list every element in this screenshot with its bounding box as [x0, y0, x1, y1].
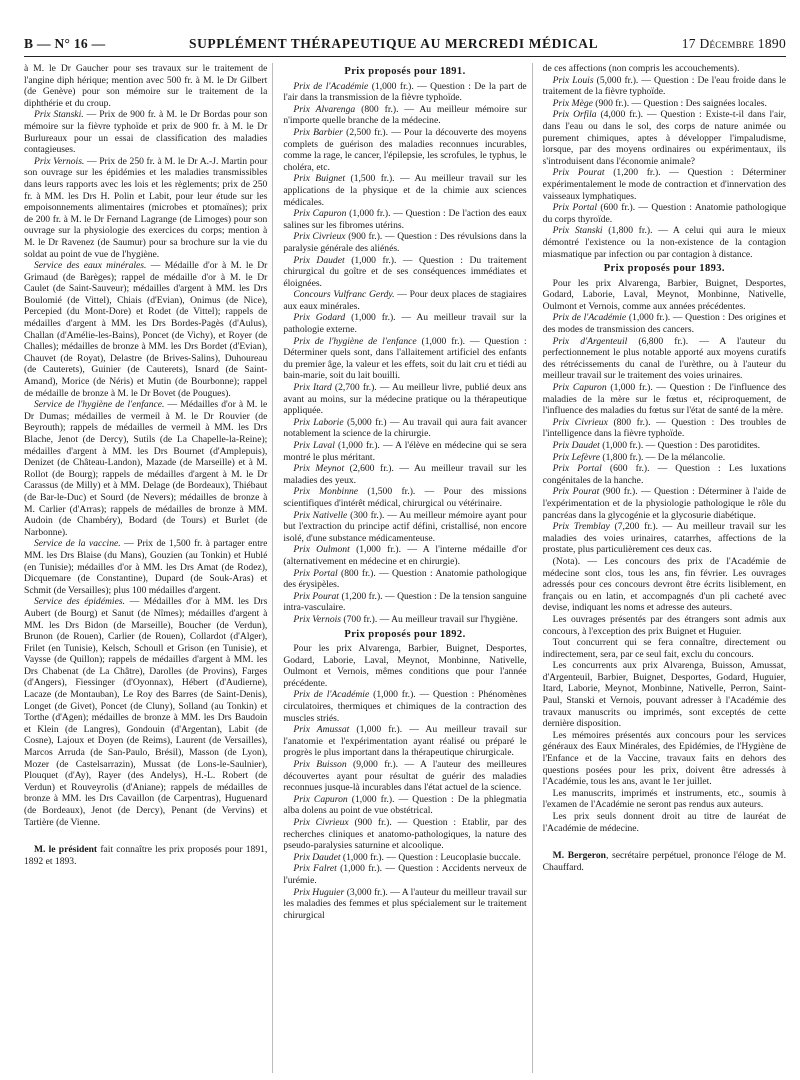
paragraph: [543, 521, 786, 556]
paragraph-lead: Prix Laborie: [293, 416, 344, 428]
paragraph-lead: Prix Nativelle: [293, 509, 348, 521]
paragraph-text: — Prix de 250 fr. à M. le Dr A.-J. Martin pour son ouvrage sur les épidémies et les maladies transmissibles dans leurs rapports avec les lois et les règlements; prix de 250 fr. à MM. les Drs H. Polin et Labit, pour leur étude sur les empoisonnements alimentaires (microbes et ptomaïnes); prix de 200 fr. à M. le Dr Fernand Lagrange (de Limoges) pour son ouvrage sur la physiologie des exercices du corps; mention à M. le Dr Ravenez (de Saumur) pour sa brochure sur la vie du soldat au point de vue de l'hygiène.: [24, 155, 268, 260]
paragraph-text: (1,000 fr.). — Question : De la part de l'air dans la transmission de la fièvre typhoïde.: [283, 80, 527, 104]
paragraph-text: — Médailles d'or à MM. les Drs Aubert (de Bourg) et Sanut (de Nîmes); médailles d'argent à MM. les Drs Bidon (de Marseille), Boucher (de Verdun), Brunon (de Rouen), Carlier (de Rouen), Collardot (d'Alger), Frilet (en Tunisie), Kelsch, Schoull et Grison (en Tunisie), et Vaysse (de Quillon); rappels de médailles d'argent à MM. les Drs Chabenat (de La Châtre), Darolles (de Provins), Farges (d'Angers), Fiessinger (d'Oyonnax), Hébert (d'Audierne), Lacaze (de Montauban), Le Roy des Barres (de Saint-Denis), Longet (de Givet), Poncet (de Cluny), Solland (au Tonkin) et Torthe (d'Agen); médailles de bronze à MM. les Drs Baudoin et Klein (de Langres), Gondouin (d'Argentan), Labit (de Cosne), Lajoux et Doyen (de Reims), Laurent (de Versailles), Marcos Arruda (de San-Paulo, Brésil), Masson (de Lyon), Mozer (de Castelsarrazin), Mussat (de Lons-le-Saulnier), Plouquet (d'Ay), Rayer (des Andelys), H.-L. Robert (de Verdun) et Rouveyrolis (d'Aniane); rappels de médailles de bronze à MM. les Drs Cavaillon (de Carpentras), Huguenard (de Bordeaux), Jenot (de Dercy), Penant (de Vervins) et Tartière (de Vienne.: [24, 596, 268, 828]
paragraph-text: — Prix de 1,500 fr. à partager entre MM. les Drs Blaise (du Mans), Gouzien (au Tonkin) et Hublé (en Tunisie); médailles d'or à MM. les Drs Amat (de Rodez), Dicquemare (de Constantine), Dupard (de Souk-Aras) et Schmit (de Versailles); plus 100 médailles d'argent.: [24, 538, 268, 596]
paragraph: [283, 689, 526, 724]
article-columns: [24, 63, 786, 1073]
paragraph: [24, 844, 267, 867]
paragraph: [543, 167, 786, 202]
paragraph: [283, 863, 526, 886]
paragraph: [543, 109, 786, 167]
paragraph: [283, 486, 526, 509]
paragraph: [543, 98, 786, 110]
paragraph: [283, 255, 526, 290]
paragraph-text: (900 fr.). — Question : Des révulsions dans la paralysie générale des aliénés.: [283, 231, 527, 254]
paragraph-lead: Prix Monbinne: [293, 486, 359, 498]
paragraph-text: (4,000 fr.). — Question : Existe-t-il dans l'air, dans l'eau ou dans le sol, des corps de nature animée ou purement chimiques, aptes à développer l'impaludisme, lorsque, par des moyens ordinaires ou expérimentaux, ils s'introduisent dans l'économie animale?: [542, 109, 786, 167]
paragraph-lead: Prix Huguier: [293, 886, 345, 898]
paragraph-lead: Concours Vulfranc Gerdy.: [293, 289, 395, 301]
paragraph-lead: Prix de l'Académie: [293, 689, 370, 701]
paragraph-lead: Service des épidémies.: [34, 596, 125, 608]
paragraph: [283, 312, 526, 335]
paragraph: [24, 63, 267, 109]
paragraph-text: (1,000 fr.). — A l'élève en médecine qui se sera montré le plus méritant.: [283, 440, 527, 463]
paragraph: [283, 794, 526, 817]
paragraph-lead: Prix Vernois.: [34, 155, 85, 167]
paragraph: [283, 173, 526, 208]
paragraph: [543, 202, 786, 225]
paragraph-text: (900 fr.). — Question : Des saignées locales.: [592, 97, 767, 109]
paragraph-lead: Prix Stanski: [552, 225, 603, 237]
paragraph-lead: Prix de l'Académie: [293, 80, 369, 92]
paragraph-lead: Prix Portal: [293, 567, 338, 579]
paragraph-text: (1,000 fr.). — Question : Déterminer quels sont, dans l'allaitement artificiel des enfants du premier âge, la valeur et les effets, soit du lait cru et tiédi au bain-marie, soit du lait bouilli.: [283, 335, 527, 382]
paragraph: [283, 568, 526, 591]
paragraph: [24, 538, 267, 596]
paragraph: [543, 486, 786, 521]
paragraph-text: de ces affections (non compris les accouchements).: [542, 63, 740, 74]
paragraph: [283, 382, 526, 417]
paragraph-text: (300 fr.). — Au meilleur mémoire ayant pour but l'extraction du principe actif défini, cristallisé, non encore isolé, d'une substance médicamenteuse.: [283, 509, 527, 544]
header-title: SUPPLÉMENT THÉRAPEUTIQUE AU MERCREDI MÉDICAL: [188, 36, 599, 51]
paragraph-lead: Prix Stanski.: [34, 109, 84, 121]
paragraph-lead: Prix Portal: [552, 463, 602, 475]
paragraph: [283, 127, 526, 173]
paragraph-text: (1,000 fr.). — Question : De la phlegmatia alba dolens au point de vue obstétrical.: [283, 793, 527, 817]
paragraph-text: (1,000 fr.). — Question : Phénomènes circulatoires, thermiques et chimiques de la contraction des muscles striés.: [283, 689, 527, 724]
paragraph: [283, 591, 526, 614]
paragraph: [543, 278, 786, 313]
paragraph: [283, 336, 526, 382]
paragraph-text: (1,000 fr.). — Question : Des parotidites.: [599, 440, 760, 451]
speaker-name: M. Bergeron: [552, 850, 606, 862]
section-title: Prix proposés pour 1892.: [344, 628, 466, 640]
paragraph-text: Les mémoires présentés aux concours pour les services généraux des Eaux Minérales, des Epidémies, de l'Hygiène de l'Enfance et de la Vaccine, travaux faits en dehors des questions posées pour les prix, doivent être adressés à l'Académie, tous les ans, avant le 1er juillet.: [542, 729, 786, 788]
paragraph: [283, 614, 526, 626]
paragraph: [283, 887, 526, 922]
paragraph: [543, 660, 786, 730]
paragraph: [543, 336, 786, 382]
paragraph-lead: Prix Capuron: [552, 382, 607, 394]
header-issue: B — N° 16 —: [24, 36, 106, 51]
paragraph-text: (5,000 fr.) — Au travail qui aura fait avancer notablement la science de la chirurgie.: [283, 416, 527, 440]
paragraph-lead: Prix Buignet: [293, 173, 346, 185]
column-right: [543, 63, 786, 1073]
paragraph-text: Pour les prix Alvarenga, Barbier, Buignet, Desportes, Godard, Laborie, Laval, Meynot, Monbinne, Nativelle, Oulmont et Vernois, comme aux années précédentes.: [542, 277, 786, 312]
paragraph-text: (5,000 fr.). — Question : De l'eau froide dans le traitement de la fièvre typhoïde.: [542, 74, 786, 98]
paragraph-text: (1,000 fr.). — Question : De l'action des eaux salines sur les fibromes utérins.: [283, 208, 527, 231]
spacer: [24, 828, 267, 844]
paragraph-lead: Prix Pourat: [552, 486, 600, 498]
column-middle: [283, 63, 532, 1073]
paragraph-lead: Prix Tremblay: [552, 521, 610, 533]
paragraph-text: (900 fr.). — Question : Etablir, par des recherches cliniques et anatomo-pathologiques, la nature des pseudo-paralysies saturnine et alcoolique.: [283, 817, 527, 852]
paragraph: [283, 463, 526, 486]
paragraph-lead: Prix Buisson: [293, 759, 347, 771]
paragraph-text: Les manuscrits, imprimés et instruments, etc., soumis à l'examen de l'Académie ne seront pas rendus aux auteurs.: [542, 787, 786, 811]
paragraph-text: (7,200 fr.). — Au meilleur travail sur les maladies des voies urinaires, catarrhes, affections de la prostate, plus particulièrement ces deux cas.: [542, 521, 786, 556]
section-title: Prix proposés pour 1891.: [344, 66, 466, 77]
paragraph: [543, 637, 786, 660]
paragraph-text: Les ouvrages présentés par des étrangers sont admis aux concours, à l'exception des prix Buignet et Huguier.: [542, 613, 786, 637]
paragraph: [283, 231, 526, 254]
paragraph-lead: Prix Civrieux: [552, 416, 608, 428]
paragraph-lead: Prix de l'hygiène de l'enfance: [293, 335, 417, 347]
paragraph-lead: Prix Daudet: [293, 254, 345, 266]
paragraph-lead: Service de l'hygiène de l'enfance.: [34, 399, 165, 411]
paragraph: [283, 440, 526, 463]
paragraph-lead: Prix Itard: [293, 382, 332, 394]
paragraph-text: (2,700 fr.). — Au meilleur livre, publié deux ans avant au moins, sur la médecine pratique ou la thérapeutique appliquée.: [283, 382, 527, 417]
paragraph-text: (Nota). — Les concours des prix de l'Académie de médecine sont clos, tous les ans, fin février. Les ouvrages adressés pour ces concours devront être écrits lisiblement, en français ou en latin, et accompagnés d'un pli cacheté avec devise, indiquant les noms et adresse des auteurs.: [542, 555, 786, 614]
paragraph-text: (1,000 fr.). — Question : Des origines et des modes de transmission des cancers.: [542, 312, 786, 336]
paragraph: [543, 463, 786, 486]
paragraph-lead: Prix Daudet: [552, 440, 600, 451]
paragraph-text: (2,600 fr.). — Au meilleur travail sur les maladies des yeux.: [283, 463, 527, 486]
paragraph-lead: Prix Daudet: [293, 851, 341, 863]
paragraph-lead: Prix Capuron: [293, 208, 347, 220]
paragraph-lead: Service des eaux minérales.: [34, 260, 147, 272]
paragraph: [283, 724, 526, 759]
paragraph-text: , secrétaire perpétuel, prononce l'éloge de M. Chauffard.: [542, 850, 786, 873]
paragraph-text: — Médailles d'or à M. le Dr Dumas; médailles de vermeil à M. le Dr Rouvier (de Beyrouth); rappels de médailles de vermeil à MM. les Drs Blache, Jenot (de Dercy), Sutils (de La Chapelle-la-Reine); médailles d'argent à MM. les Drs Bournet (d'Amplepuis), Denizet (de Château-Landon), Mazade (de Marseille) et à M. Rollot (de Bourg); rappels de médailles d'argent à M. le Dr Carassus (de Milly) et à MM. Delage (de Bordeaux), Thiébaut (de Bar-le-Duc) et Sourd (de Nevers); médailles de bronze à M. Carlier (d'Arras); rappels de médailles de bronze à MM. Audoin (de Chambéry), Bodard (de Tours) et Burlet (de Narbonne).: [24, 399, 268, 538]
paragraph-text: (1,000 fr.). — A l'interne médaille d'or (alternativement en médecine et en chirurgie).: [283, 544, 527, 567]
column-left: [24, 63, 273, 1073]
paragraph-text: (1,000 fr.). — Question : Du traitement chirurgical du goître et de ses conséquences immédiates et éloignées.: [283, 254, 527, 289]
paragraph-text: Tout concurrent qui se fera connaître, directement ou indirectement, sera, par ce seul fait, exclu du concours.: [542, 637, 786, 660]
paragraph: [543, 63, 786, 75]
paragraph: [543, 225, 786, 260]
paragraph-lead: Prix Capuron: [293, 793, 348, 805]
paragraph-text: (1,000 fr.). — Question : De l'influence des maladies de la mère sur le fœtus et, réciproquement, de l'influence des maladies du fœtus sur l'état de santé de la mère.: [542, 382, 786, 417]
paragraph-lead: Prix Oulmont: [293, 544, 350, 556]
paragraph: [24, 399, 267, 538]
paragraph: [543, 452, 786, 464]
paragraph: [543, 556, 786, 614]
paragraph-lead: Prix Mège: [552, 97, 593, 109]
paragraph: [283, 417, 526, 440]
paragraph: [543, 75, 786, 98]
paragraph-text: — Pour deux places de stagiaires aux eaux minérales.: [283, 289, 527, 312]
paragraph-text: (800 fr.). — Question : Anatomie pathologique des érysipèles.: [283, 567, 527, 591]
page-header: [24, 36, 786, 57]
paragraph: [283, 817, 526, 852]
paragraph-lead: Prix Alvarenga: [293, 103, 356, 115]
paragraph-lead: Prix Lefèvre: [552, 451, 600, 463]
paragraph-lead: Prix Godard: [293, 312, 346, 324]
paragraph-text: (1,800 fr.). — A celui qui aura le mieux démontré l'existence ou la non-existence de la contagion miasmatique par infection ou par contagion à distance.: [542, 225, 786, 260]
paragraph: [283, 104, 526, 127]
spacer: [543, 834, 786, 850]
paragraph-text: (900 fr.). — Question : Déterminer à l'aide de l'expérimentation et de la physiologie pathologique le rôle du pancréas dans la glycogénie et la glycosurie diabétique.: [542, 486, 786, 521]
paragraph: [24, 109, 267, 155]
paragraph-lead: Prix Barbier: [293, 126, 343, 138]
paragraph-text: Pour les prix Alvarenga, Barbier, Buignet, Desportes, Godard, Laborie, Laval, Meynot, Monbinne, Nativelle, Oulmont et Vernois, mêmes conditions que pour l'année précédente.: [283, 643, 527, 689]
paragraph-text: (800 fr.). — Au meilleur mémoire sur n'importe quelle branche de la médecine.: [283, 103, 527, 127]
paragraph: [543, 417, 786, 440]
paragraph: [543, 730, 786, 788]
paragraph-text: — Prix de 900 fr. à M. le Dr Bordas pour son mémoire sur la fièvre typhoïde et prix de 900 fr. à M. le Dr Burlureaux pour un essai de classification des maladies contagieuses.: [24, 109, 268, 156]
paragraph-text: (6,800 fr.). — A l'auteur du perfectionnement le plus notable apporté aux moyens curatifs des rétrécissements du canal de l'urèthre, ou à l'auteur du meilleur travail sur le traitement des voies urinaires.: [542, 335, 786, 382]
paragraph: [283, 852, 526, 864]
paragraph: [543, 312, 786, 335]
paragraph-lead: Prix Pourat: [293, 590, 339, 602]
paragraph-lead: Prix d'Argenteuil: [552, 335, 628, 347]
paragraph-lead: Prix Amussat: [293, 724, 350, 736]
paragraph-lead: Prix Portal: [552, 202, 598, 214]
paragraph-lead: Prix de l'Académie: [552, 312, 627, 324]
paragraph-lead: Prix Pourat: [552, 167, 605, 179]
speaker-name: M. le président: [34, 844, 98, 856]
paragraph-text: fait connaître les prix proposés pour 1891, 1892 et 1893.: [24, 844, 268, 867]
paragraph: [283, 510, 526, 545]
paragraph: [24, 260, 267, 399]
paragraph-text: (1,000 fr.). — Question : Accidents nerveux de l'urémie.: [283, 863, 527, 886]
paragraph: [543, 788, 786, 811]
paragraph-lead: Prix Laval: [293, 440, 335, 451]
paragraph-text: Les prix seuls donnent droit au titre de lauréat de l'Académie de médecine.: [542, 811, 786, 834]
paragraph: [543, 440, 786, 452]
paragraph: [543, 614, 786, 637]
paragraph-text: (9,000 fr.). — A l'auteur des meilleures découvertes ayant pour résultat de guérir des maladies reconnues jusque-là incurables dans l'état actuel de la science.: [283, 759, 527, 794]
paragraph: [283, 81, 526, 104]
section-title: Prix proposés pour 1893.: [603, 263, 725, 275]
paragraph-text: (1,200 fr.). — Question : De la tension sanguine intra-vasculaire.: [283, 590, 527, 614]
paragraph-text: (800 fr.). — Question : Des troubles de l'intelligence dans la fièvre typhoïde.: [542, 416, 786, 440]
paragraph: [24, 596, 267, 828]
paragraph-text: (600 fr.). — Question : Les luxations congénitales de la hanche.: [542, 463, 786, 486]
paragraph: [283, 643, 526, 689]
paragraph-lead: Prix Meynot: [293, 463, 345, 475]
paragraph-lead: Prix Vernois: [293, 613, 342, 625]
paragraph-text: (1,800 fr.). — De la mélancolie.: [599, 451, 726, 463]
paragraph: [283, 289, 526, 312]
paragraph-lead: Service de la vaccine.: [34, 538, 121, 550]
paragraph: [543, 382, 786, 417]
paragraph: [283, 208, 526, 231]
paragraph-lead: Prix Orfila: [552, 109, 597, 121]
paragraph: [24, 156, 267, 260]
paragraph-text: (600 fr.). — Question : Anatomie pathologique du corps thyroïde.: [542, 202, 786, 225]
paragraph-text: (3,000 fr.). — A l'auteur du meilleur travail sur les maladies des femmes et plus spécialement sur le traitement chirurgical: [283, 886, 527, 921]
paragraph-text: (1,000 fr.). — Question : Leucoplasie buccale.: [340, 851, 521, 863]
paragraph-text: (1,500 fr.). — Au meilleur travail sur les applications de la physique et de la chimie aux sciences médicales.: [283, 173, 527, 208]
paragraph: [543, 850, 786, 873]
paragraph-text: (700 fr.). — Au meilleur travail sur l'hygiène.: [341, 613, 518, 625]
paragraph-lead: Prix Civrieux: [293, 231, 346, 243]
paragraph: [283, 759, 526, 794]
paragraph-text: à M. le Dr Gaucher pour ses travaux sur le traitement de l'angine diph hérique; mention avec 500 fr. à M. le Dr Gilbert (de Genève) pour son mémoire sur le traitement de la diphthérie et du croup.: [24, 63, 268, 109]
paragraph-text: Les concurrents aux prix Alvarenga, Buisson, Amussat, d'Argenteuil, Barbier, Buignet, Desportes, Godard, Huguier, Itard, Laborie, Meynot, Monbinne, Nativelle, Perron, Saint-Paul, Stanski et Vernois, pouvant adresser à l'Académie des travaux manuscrits ou imprimés, sont exceptés de cette dernière disposition.: [542, 660, 786, 730]
header-date: 17 Décembre 1890: [681, 36, 786, 51]
paragraph-text: (2,500 fr.). — Pour la découverte des moyens complets de guérison des maladies reconnues incurables, comme la rage, le cancer, l'épilepsie, les scrofules, le typhus, le choléra, etc.: [283, 126, 527, 173]
paragraph-lead: Prix Falret: [293, 863, 337, 875]
paragraph-text: (1,000 fr.). — Au meilleur travail sur la pathologie externe.: [283, 312, 527, 336]
paragraph-text: (1,200 fr.). — Question : Déterminer expérimentalement le mode de contraction et d'innervation des vaisseaux lymphatiques.: [542, 167, 786, 202]
paragraph-text: — Médaille d'or à M. le Dr Grimaud (de Barèges); rappel de médaille d'or à M. le Dr Caulet (de Saint-Sauveur); médailles d'argent à MM. les Drs Boulomié (de Vittel), Chiais (d'Evian), Onimus (de Nice), Percepied (du Mont-Dore) et Rodet (de Vittel); rappels de médailles d'argent à MM. les Drs Bordes-Pagès (d'Aulus), Challan (d'Amélie-les-Bains), Poncet (de Vichy), et Royer (de Challes); médailles de bronze à MM. les Drs Bordet (d'Evian), Chauvet (de Royat), Delastre (de Brives-Salins), Duhoureau (de Cauterets), Guinier (de Cauterets), Isnard (de Saint-Amand), Morice (de Néris) et Mutin (de Bourbonne); rappel de médaille de bronze à M. le Dr Bovet (de Pougues).: [24, 260, 268, 399]
paragraph-lead: Prix Louis: [552, 74, 594, 86]
paragraph-text: (1,500 fr.). — Pour des missions scientifiques d'intérêt médical, chirurgical ou vétérinaire.: [283, 486, 527, 509]
paragraph-lead: Prix Civrieux: [293, 817, 349, 828]
paragraph-text: (1,000 fr.). — Au meilleur travail sur l'anatomie et l'expérimentation ayant réalisé ou préparé le progrès le plus important dans la thérapeutique chirurgicale.: [283, 724, 527, 759]
paragraph: [543, 811, 786, 834]
paragraph: [283, 544, 526, 567]
